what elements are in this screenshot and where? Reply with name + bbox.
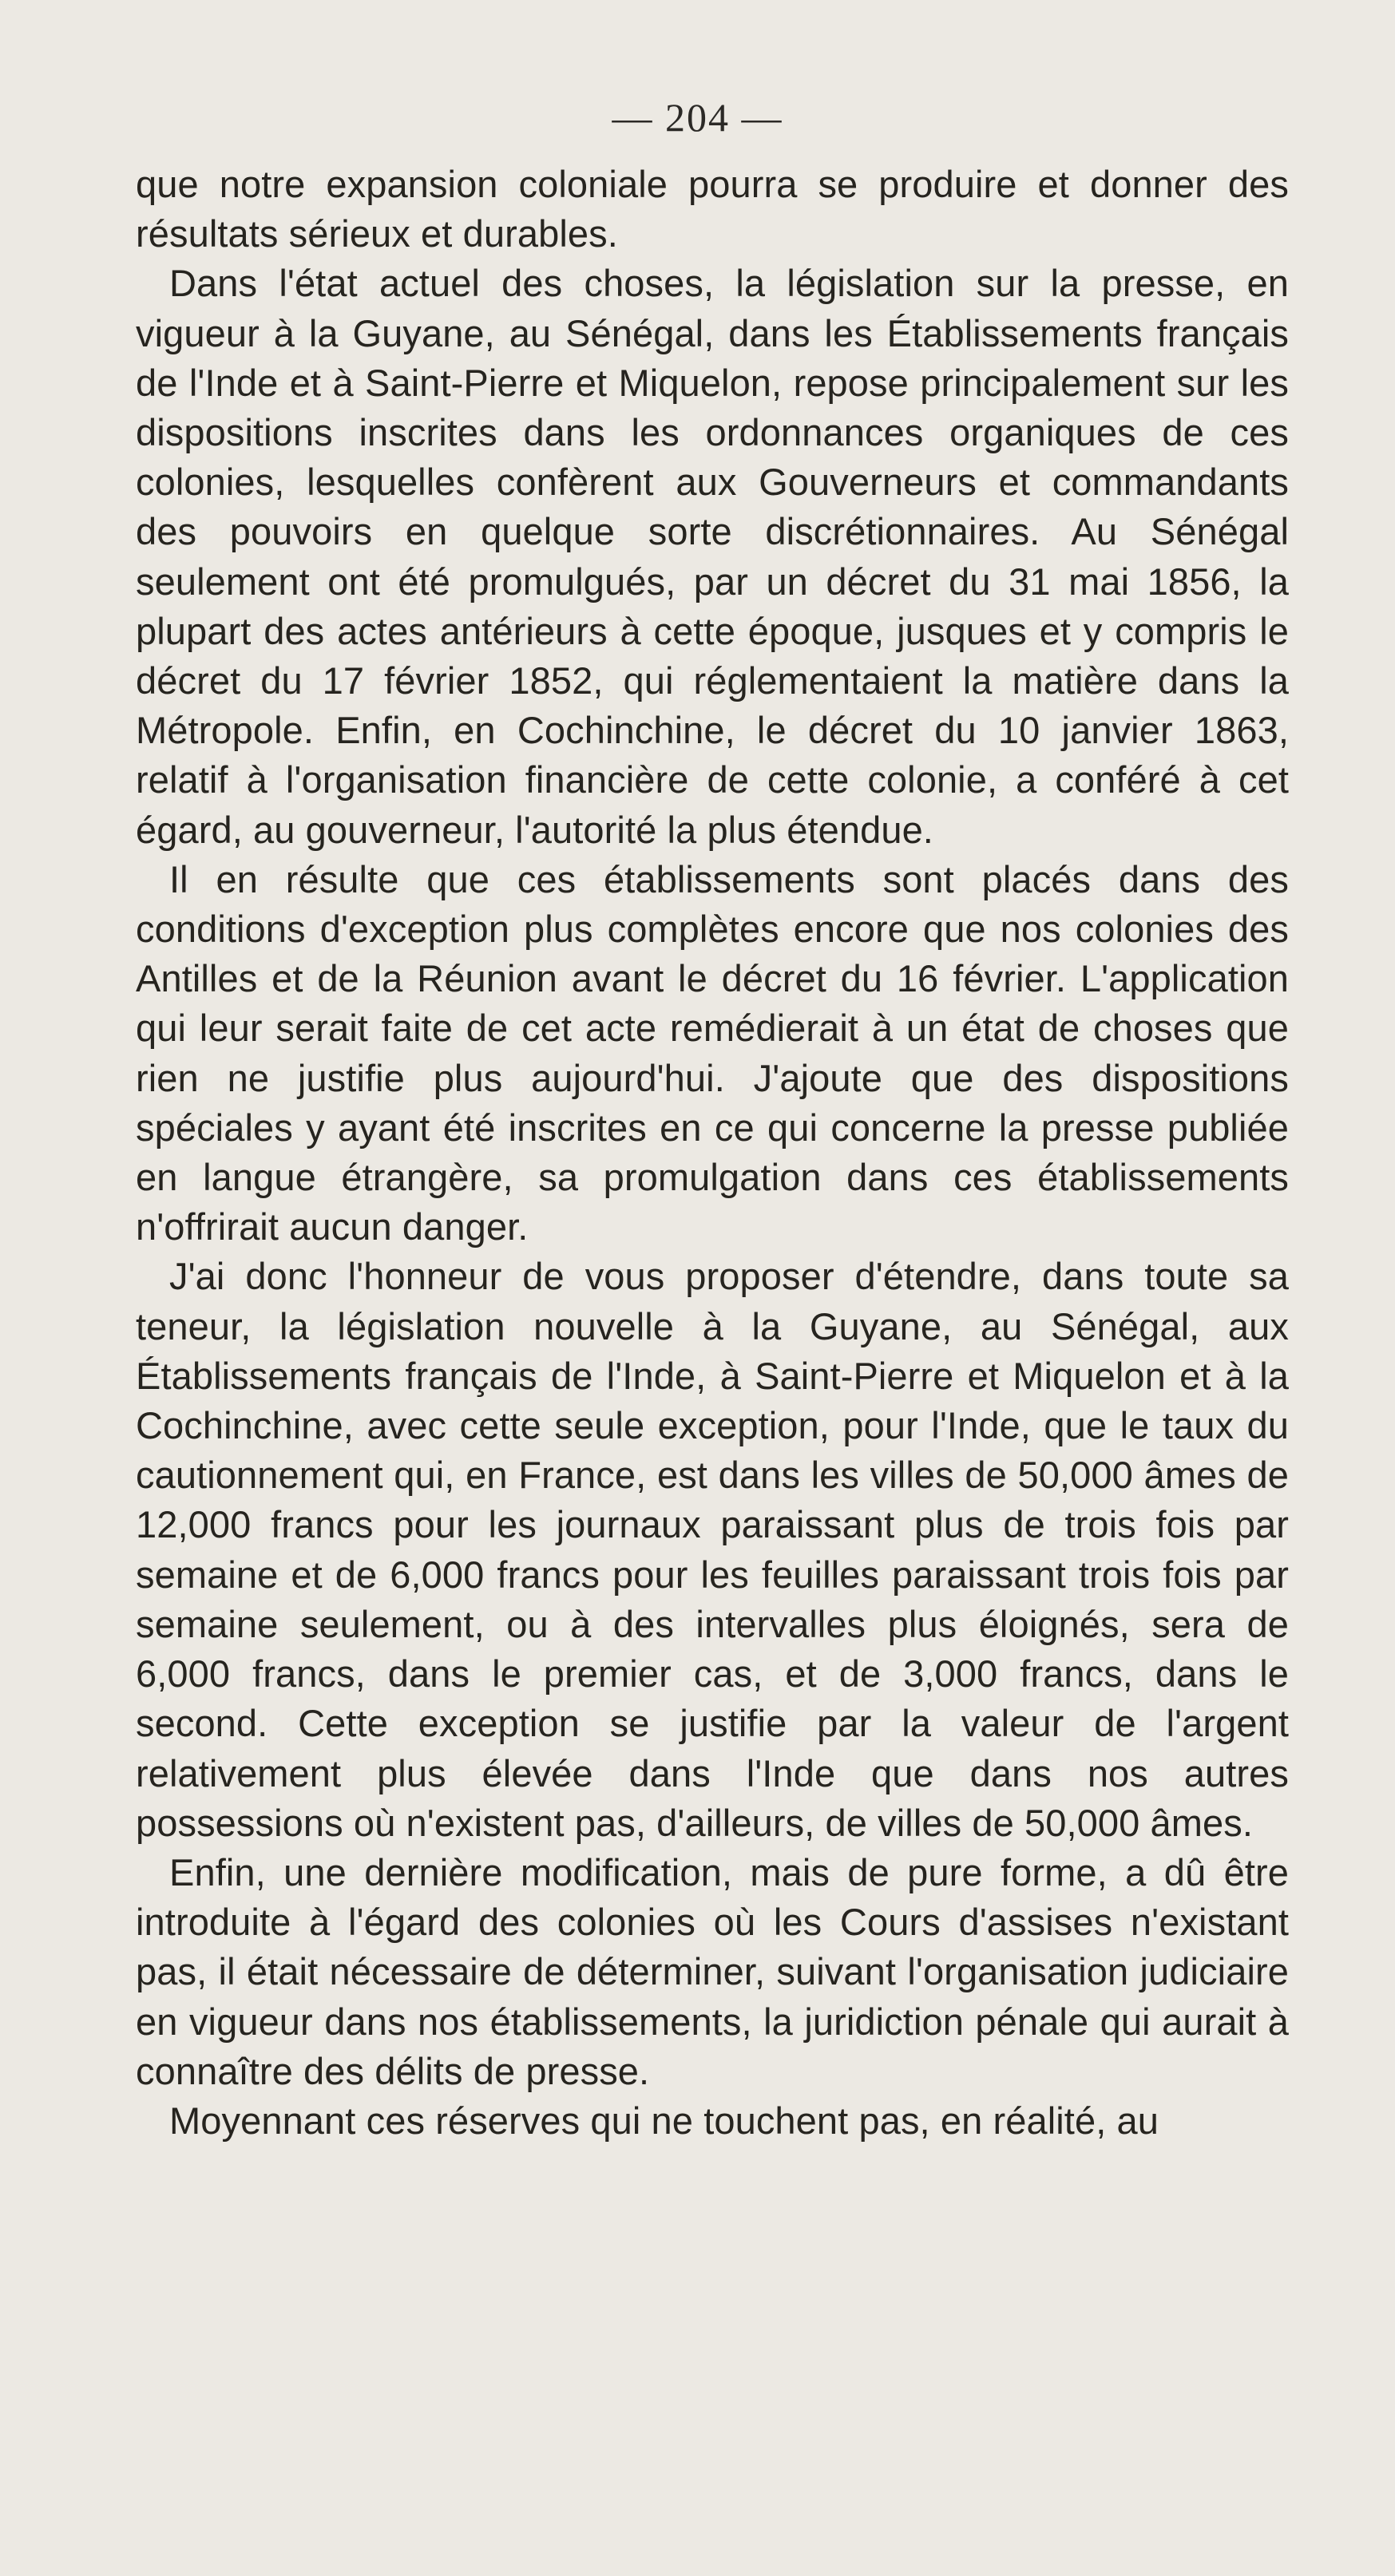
paragraph-jurisdiction: Enfin, une dernière modification, mais de pure forme, a dû être introduite à l'égard des colonies où les Cours d'assises n'existant pas, il était nécessaire de déterminer, suivant l'organisation judiciaire en vigueur dans nos établissements, la juridiction pénale qui aurait à connaître des délits de presse. — [136, 1850, 1289, 2092]
page-number: — 204 — — [612, 95, 783, 140]
paragraph-continued: que notre expansion coloniale pourra se produire et donner des résultats sérieux et durables. — [136, 163, 1289, 255]
paragraph-closing: Moyennant ces réserves qui ne touchent pas, en réalité, au — [169, 2099, 1159, 2142]
paragraph-current-legislation: Dans l'état actuel des choses, la législation sur la presse, en vigueur à la Guyane, au Sénégal, dans les Établissements français de l'Inde et à Saint-Pierre et Miquelon, repose principalement sur les dispositions inscrites dans les ordonnances organiques de ces colonies, lesquelles confèrent aux Gouverneurs et commandants des pouvoirs en quelque sorte discrétionnaires. Au Sénégal seulement ont été promulgués, par un décret du 31 mai 1856, la plupart des actes antérieurs à cette époque, jusques et y compris le décret du 17 février 1852, qui réglementaient la matière dans la Métropole. Enfin, en Cochinchine, le décret du 10 janvier 1863, relatif à l'organisation financière de cette colonie, a conféré à cet égard, au gouverneur, l'autorité la plus étendue. — [136, 262, 1289, 851]
body-text — [136, 160, 1289, 2146]
paragraph-proposal: J'ai donc l'honneur de vous proposer d'étendre, dans toute sa teneur, la législation nouvelle à la Guyane, au Sénégal, aux Établissements français de l'Inde, à Saint-Pierre et Miquelon et à la Cochinchine, avec cette seule exception, pour l'Inde, que le taux du cautionnement qui, en France, est dans les villes de 50,000 âmes de 12,000 francs pour les journaux paraissant plus de trois fois par semaine et de 6,000 francs pour les feuilles paraissant trois fois par semaine seulement, ou à des intervalles plus éloignés, sera de 6,000 francs, dans le premier cas, et de 3,000 francs, dans le second. Cette exception se justifie par la valeur de l'argent relativement plus élevée dans l'Inde que dans nos autres possessions où n'existent pas, d'ailleurs, de villes de 50,000 âmes. — [136, 1255, 1289, 1844]
paragraph-exceptional-conditions: Il en résulte que ces établissements sont placés dans des conditions d'exception plus complètes encore que nos colonies des Antilles et de la Réunion avant le décret du 16 février. L'application qui leur serait faite de cet acte remédierait à un état de choses que rien ne justifie plus aujourd'hui. J'ajoute que des dispositions spéciales y ayant été inscrites en ce qui concerne la presse publiée en langue étrangère, sa promulgation dans ces établissements n'offrirait aucun danger. — [136, 857, 1289, 1248]
